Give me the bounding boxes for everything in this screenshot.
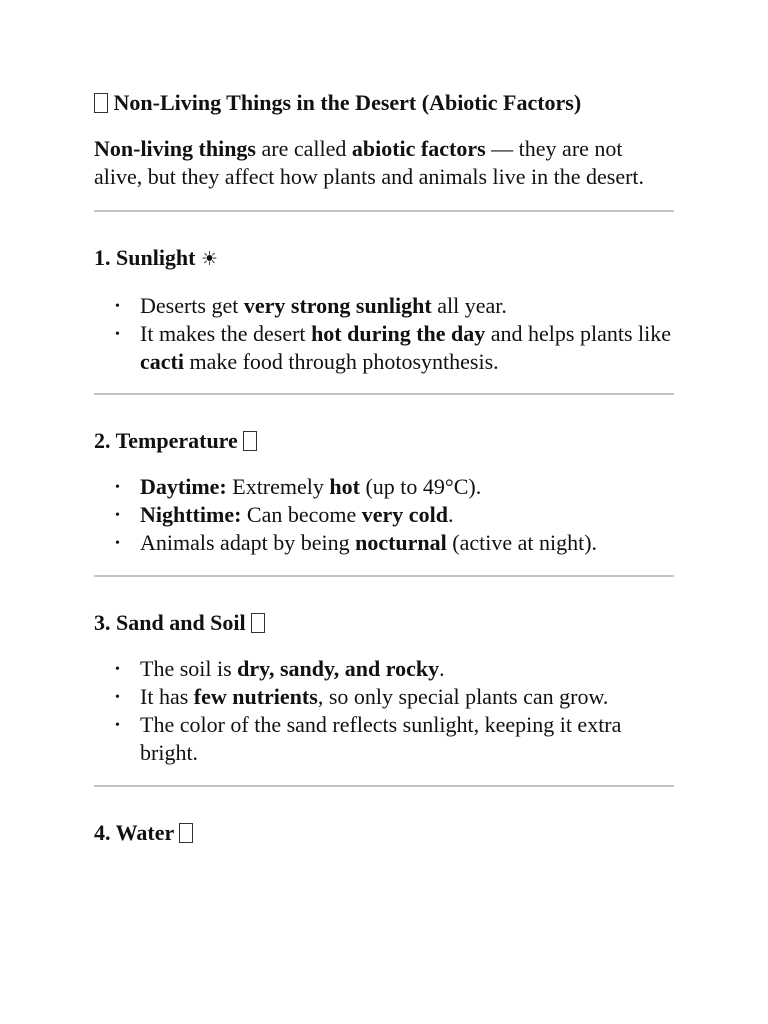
item-text: . [447,502,454,527]
item-text: (up to 49°C). [359,474,482,499]
section-heading-sunlight [94,244,674,274]
intro-text-1: are called [256,136,352,161]
section-heading-sand-soil [94,609,674,637]
item-bold: cacti [140,349,184,374]
item-text: Animals adapt by being [140,530,356,555]
item-bold: dry, sandy, and rocky [237,656,440,681]
intro-paragraph [94,135,674,191]
item-text: and helps plants like [485,321,672,346]
bullet: • [115,718,120,733]
item-bold: very strong sunlight [243,293,432,318]
water-drop-icon [179,823,193,843]
missing-glyph-icon [94,93,108,113]
bullet: • [115,508,120,523]
rock-icon [251,613,265,633]
item-text: make food through photosynthesis. [183,349,499,374]
intro-text-2: — they are not alive, but they affect how plants and animals live in the desert. [94,136,645,189]
section-heading-text: 2. Temperature [94,428,238,453]
item-text: The soil is [140,656,238,681]
temperature-list [94,473,674,557]
list-item [94,655,674,683]
item-text: It has [140,684,194,709]
sun-icon: ☀ [201,249,219,270]
item-text: all year. [431,293,507,318]
list-item [94,501,674,529]
item-bold: Daytime: [140,474,227,499]
item-bold: hot [329,474,360,499]
item-text: Can become [241,502,362,527]
item-text: . [439,656,445,681]
page-title [94,0,674,117]
divider [94,785,674,787]
sand-soil-list [94,655,674,767]
item-text: It makes the desert [140,321,312,346]
list-item [94,473,674,501]
item-bold: few nutrients [193,684,318,709]
item-text: The color of the sand reflects sunlight, keeping it extra bright. [140,712,622,765]
sunlight-list [94,292,674,376]
list-item [94,320,674,376]
list-item [94,683,674,711]
bullet: • [115,536,120,551]
thermometer-icon [243,431,257,451]
divider [94,210,674,212]
bullet: • [115,690,120,705]
page-title-text: Non-Living Things in the Desert (Abiotic Factors) [113,90,582,115]
bullet: • [115,327,120,342]
bullet: • [115,480,120,495]
list-item [94,529,674,557]
intro-bold-2: abiotic factors [351,136,486,161]
section-heading-temperature [94,427,674,455]
item-bold: very cold [361,502,448,527]
item-bold: Nighttime: [140,502,242,527]
item-text: , so only special plants can grow. [317,684,609,709]
item-text: Extremely [226,474,330,499]
section-heading-text: 4. Water [94,820,174,845]
section-heading-water [94,819,674,847]
divider [94,575,674,577]
bullet: • [115,662,120,677]
divider [94,393,674,395]
intro-bold-1: Non-living things [94,136,256,161]
list-item [94,711,674,767]
list-item [94,292,674,320]
item-bold: hot during the day [311,321,486,346]
section-heading-text: 1. Sunlight [94,245,196,270]
bullet: • [115,299,120,314]
item-text: (active at night). [446,530,598,555]
item-bold: nocturnal [355,530,447,555]
item-text: Deserts get [140,293,244,318]
section-heading-text: 3. Sand and Soil [94,610,246,635]
